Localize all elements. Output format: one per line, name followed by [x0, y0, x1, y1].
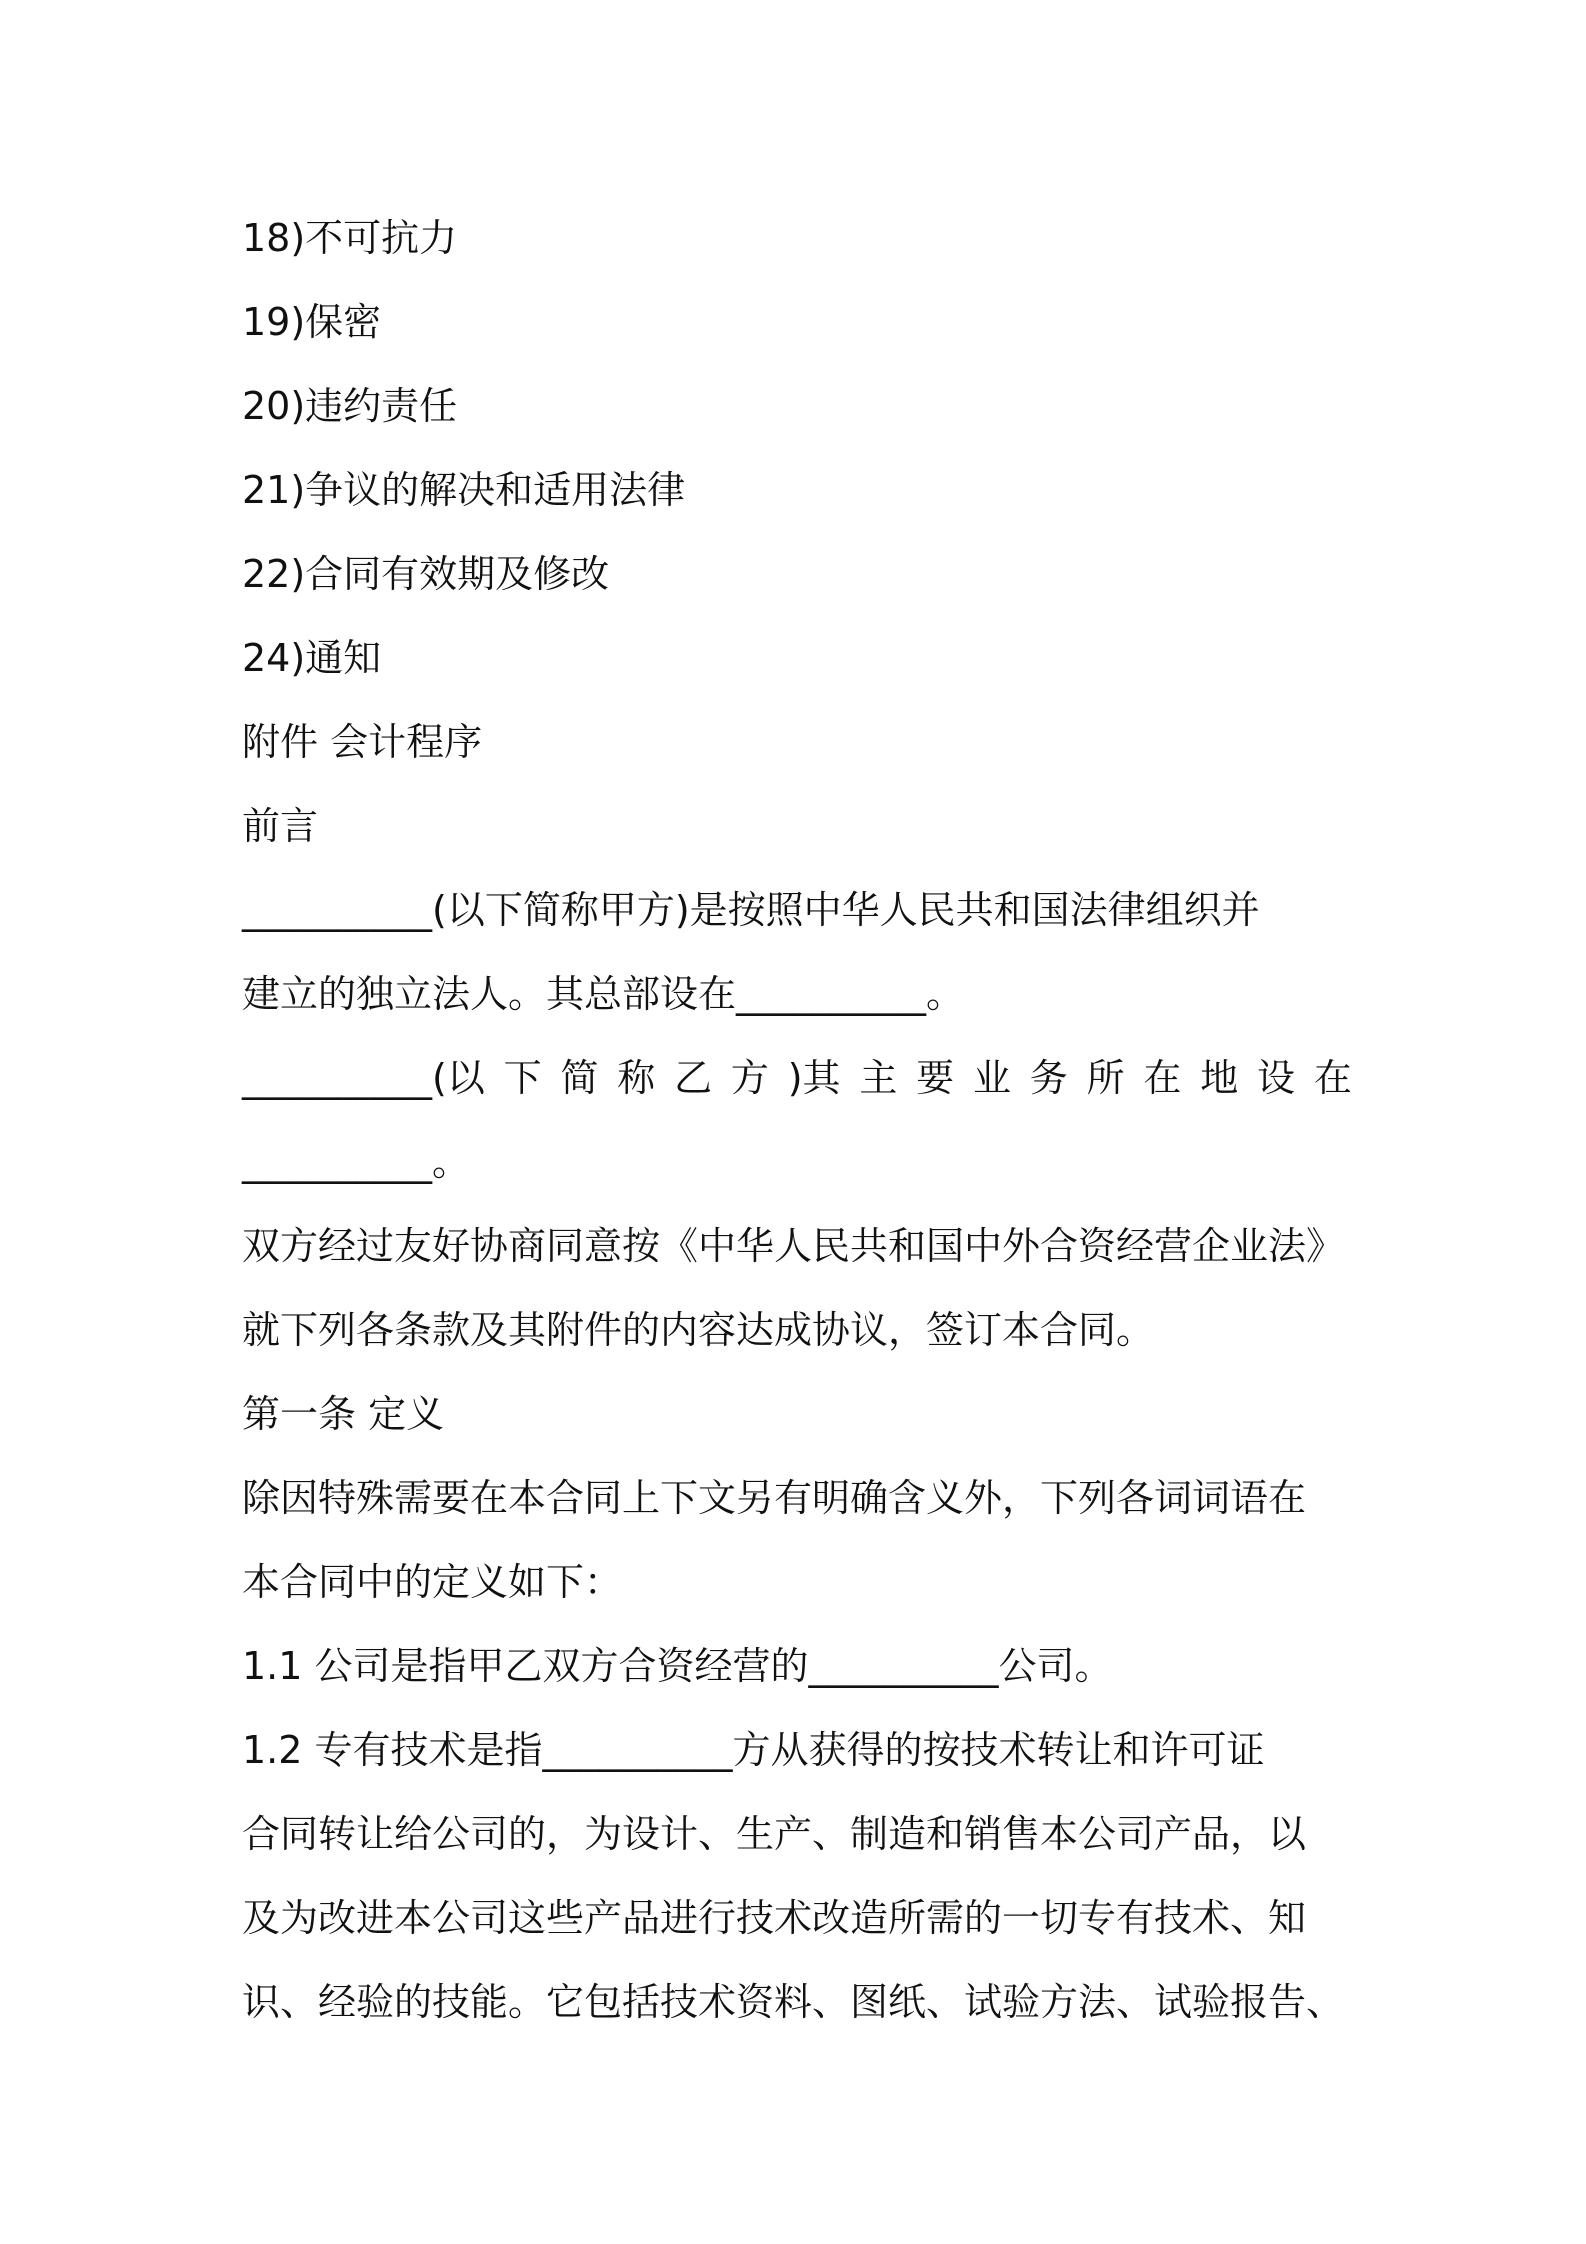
toc-item-22: 22)合同有效期及修改	[242, 552, 610, 596]
preface-line-3-part: 下	[503, 1056, 542, 1100]
preface-line-5: 双方经过友好协商同意按《中华人民共和国中外合资经营企业法》	[242, 1224, 1345, 1268]
preface-line-3-part: 要	[916, 1056, 955, 1100]
preface-line-3-part: 地	[1200, 1056, 1239, 1100]
preface-line-3-part: )其	[787, 1056, 841, 1100]
preface-line-3-part: 乙	[674, 1056, 713, 1100]
clause-1-2-line-1: 1.2 专有技术是指__________方从获得的按技术转让和许可证	[242, 1728, 1265, 1772]
preface-line-3-part: 主	[859, 1056, 898, 1100]
article-1-intro-1: 除因特殊需要在本合同上下文另有明确含义外，下列各词词语在	[242, 1476, 1307, 1520]
document-body	[242, 196, 1352, 2044]
toc-item-appendix: 附件 会计程序	[242, 720, 483, 764]
toc-item-24: 24)通知	[242, 636, 382, 680]
toc-item-19: 19)保密	[242, 300, 382, 344]
preface-line-1: __________(以下简称甲方)是按照中华人民共和国法律组织并	[242, 888, 1260, 932]
preface-line-3-part: 在	[1313, 1056, 1352, 1100]
preface-line-3-part: 简	[560, 1056, 599, 1100]
clause-1-1: 1.1 公司是指甲乙双方合资经营的__________公司。	[242, 1644, 1113, 1688]
preface-line-6: 就下列各条款及其附件的内容达成协议，签订本合同。	[242, 1308, 1155, 1352]
preface-line-3-part: 所	[1086, 1056, 1125, 1100]
clause-1-2-line-4: 识、经验的技能。它包括技术资料、图纸、试验方法、试验报告、	[242, 1980, 1345, 2024]
preface-line-3-part: 业	[972, 1056, 1011, 1100]
preface-line-3-part: 方	[730, 1056, 769, 1100]
preface-line-3-part: 设	[1257, 1056, 1296, 1100]
article-1-intro-2: 本合同中的定义如下：	[242, 1560, 623, 1604]
preface-line-3-part: 称	[617, 1056, 656, 1100]
preface-line-3-part: 务	[1029, 1056, 1068, 1100]
clause-1-2-line-2: 合同转让给公司的，为设计、生产、制造和销售本公司产品，以	[242, 1812, 1307, 1856]
preface-line-3	[242, 1036, 1352, 1120]
toc-item-21: 21)争议的解决和适用法律	[242, 468, 686, 512]
preface-line-2: 建立的独立法人。其总部设在__________。	[242, 972, 965, 1016]
toc-item-18: 18)不可抗力	[242, 216, 458, 260]
article-1-title: 第一条 定义	[242, 1392, 445, 1436]
toc-item-20: 20)违约责任	[242, 384, 458, 428]
preface-line-3-part: __________(以	[242, 1056, 485, 1100]
preface-line-4: __________。	[242, 1140, 471, 1184]
preface-title: 前言	[242, 804, 319, 848]
clause-1-2-line-3: 及为改进本公司这些产品进行技术改造所需的一切专有技术、知	[242, 1896, 1307, 1940]
preface-line-3-part: 在	[1143, 1056, 1182, 1100]
